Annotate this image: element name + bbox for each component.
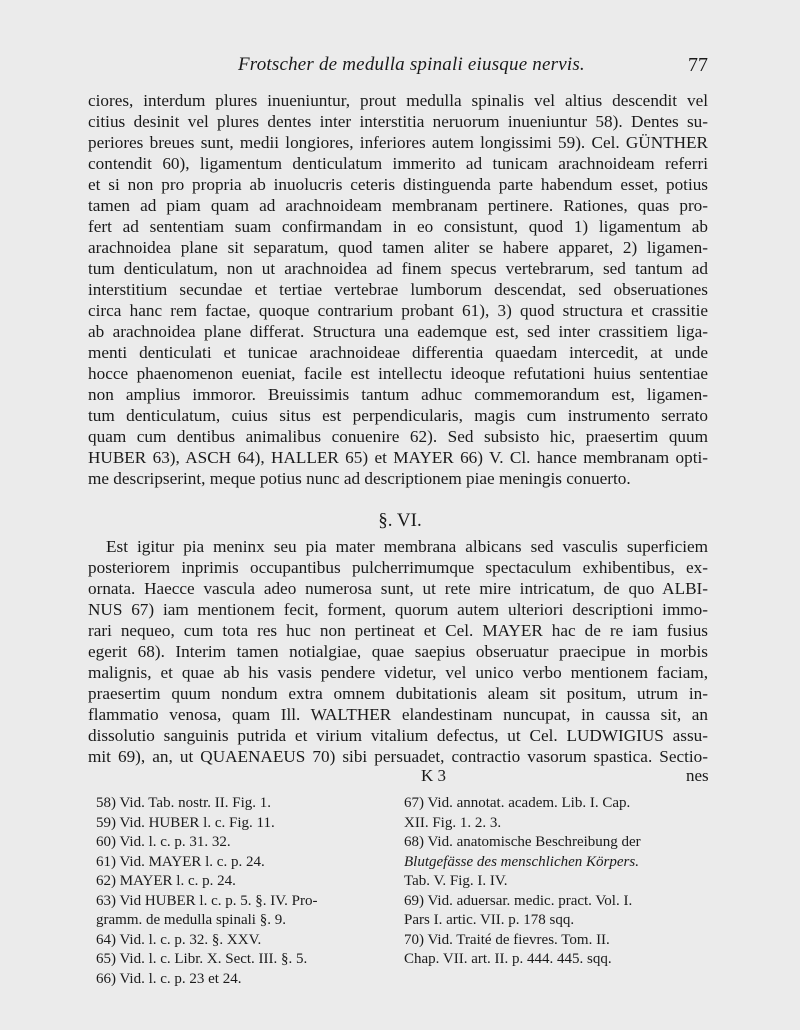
running-header-title: Frotscher de medulla spinali eiusque nervis.: [238, 54, 585, 75]
text-line: interstitium secundae et tertiae vertebrae lumborum descendat, sed obseruationes: [88, 280, 708, 299]
footnote-continuation: gramm. de medulla spinali §. 9.: [96, 912, 286, 928]
text-line: HUBER 63), ASCH 64), HALLER 65) et MAYER 66) V. Cl. hance membranam opti-: [88, 448, 708, 467]
text-line: citius desinit vel plures dentes inter interstitia neruorum inueniuntur 58). Dentes su-: [88, 112, 708, 131]
footnote: 58) Vid. Tab. nostr. II. Fig. 1.: [96, 795, 271, 811]
footnotes-left-column: [96, 794, 396, 989]
footnote: 65) Vid. l. c. Libr. X. Sect. III. §. 5.: [96, 951, 308, 967]
text-line: menti denticulati et tunicae arachnoideae differentia quaedam intercedit, at unde: [88, 343, 708, 362]
text-line: mit 69), an, ut QUAENAEUS 70) sibi persuadet, contractio vasorum spastica. Sectio-: [88, 747, 708, 766]
text-line: malignis, et quae ab his vasis pendere videtur, vel unico verbo mentionem faciam,: [88, 663, 708, 682]
text-line: hocce phaenomenon eueniat, facile est intellectu ideoque refutationi huius sententiae: [88, 364, 708, 383]
paragraph-2: [88, 536, 708, 767]
footnote: 64) Vid. l. c. p. 32. §. XXV.: [96, 931, 262, 948]
text-line: contendit 60), ligamentum denticulatum immerito ad tunicam arachnoideam referri: [88, 154, 708, 173]
text-line: circa hanc rem factae, quoque contrarium probant 61), 3) quod structura et crassitie: [88, 301, 708, 320]
text-line: ab arachnoidea plane differat. Structura una eademque est, sed inter crassitiem liga-: [88, 322, 708, 341]
footnote: 61) Vid. MAYER l. c. p. 24.: [96, 853, 265, 870]
footnote: 66) Vid. l. c. p. 23 et 24.: [96, 970, 242, 987]
text-line: et si non pro propria ab inuolucris ceteris distinguenda parte habendum esset, potius: [88, 175, 708, 194]
signature-mark: K 3: [421, 766, 447, 785]
text-line: Est igitur pia meninx seu pia mater membrana albicans sed vasculis superficiem: [106, 537, 708, 556]
footnote-continuation: Blutgefässe des menschlichen Körpers.: [404, 853, 639, 870]
text-line: rari nequeo, cum tota res huc non pertineat et Cel. MAYER hac de re iam fusius: [88, 621, 708, 640]
footnote-continuation: Chap. VII. art. II. p. 444. 445. sqq.: [404, 951, 612, 967]
text-line: praesertim quum nondum extra omnem dubitationis aleam sit positum, utrum in-: [88, 684, 708, 703]
text-line: flammatio venosa, quam Ill. WALTHER elandestinam nuncupat, in caussa sit, an: [88, 705, 708, 724]
footnote: 63) Vid HUBER l. c. p. 5. §. IV. Pro-: [96, 892, 318, 909]
footnote: 62) MAYER l. c. p. 24.: [96, 873, 236, 889]
footnote: 68) Vid. anatomische Beschreibung der: [404, 834, 641, 850]
text-line: tamen ad piam quam ad arachnoideam membranam pertinere. Rationes, quas pro-: [88, 196, 708, 215]
text-line: fert ad sententiam suam confirmandam in eo consistunt, quod 1) ligamentum ab: [88, 217, 708, 236]
text-line: non amplius immoror. Breuissimis tantum adhuc commemorandum est, ligamen-: [88, 385, 708, 404]
text-line: tum denticulatum, non ut arachnoidea ad finem specus vertebrarum, sed tantum ad: [88, 259, 708, 278]
text-line: egerit 68). Interim tamen notialgiae, quae saepius obseruatur praecipue in morbis: [88, 642, 708, 661]
footnote: 69) Vid. aduersar. medic. pract. Vol. I.: [404, 892, 633, 909]
text-line: me descripserint, meque potius nunc ad descriptionem piae meningis conuerto.: [88, 469, 631, 488]
footnote: 67) Vid. annotat. academ. Lib. I. Cap.: [404, 795, 631, 811]
footnote: 60) Vid. l. c. p. 31. 32.: [96, 834, 231, 850]
catchword: nes: [686, 766, 709, 785]
text-line: arachnoidea plane sit separatum, quod tamen aliter se habere apparet, 2) ligamen-: [88, 238, 708, 257]
footnote-continuation: Pars I. artic. VII. p. 178 sqq.: [404, 912, 575, 928]
text-line: posteriorem inprimis occupantibus pulcherrimumque spectaculum exhibentibus, ex-: [88, 558, 708, 577]
text-line: NUS 67) iam mentionem fecit, forment, quorum autem ulteriori descriptioni immo-: [88, 600, 708, 619]
text-line: periores breues sunt, medii longiores, inferiores autem longissimi 59). Cel. GÜNTHER: [88, 133, 708, 152]
text-line: ornata. Haecce vascula adeo numerosa sunt, ut rete mire intricatum, de quo ALBI-: [88, 579, 708, 598]
text-line: dissolutio sanguinis putrida et virium vitalium defectus, ut Cel. LUDWIGIUS assu-: [88, 726, 708, 745]
footnote: 59) Vid. HUBER l. c. Fig. 11.: [96, 814, 275, 831]
footnote-continuation: Tab. V. Fig. I. IV.: [404, 873, 508, 889]
footnote-continuation: XII. Fig. 1. 2. 3.: [404, 814, 502, 831]
text-line: quam cum dentibus animalibus conuenire 62). Sed subsisto hic, praesertim quum: [88, 427, 708, 446]
footnotes-right-column: [404, 794, 712, 970]
section-heading: §. VI.: [378, 510, 422, 531]
text-line: ciores, interdum plures inueniuntur, prout medulla spinalis vel altius descendit vel: [88, 91, 708, 110]
paragraph-1: [88, 90, 708, 489]
footnote: 70) Vid. Traité de fievres. Tom. II.: [404, 931, 610, 948]
text-line: tum denticulatum, cuius situs est perpendicularis, magis cum instrumento serrato: [88, 406, 708, 425]
page-number: 77: [688, 54, 708, 76]
